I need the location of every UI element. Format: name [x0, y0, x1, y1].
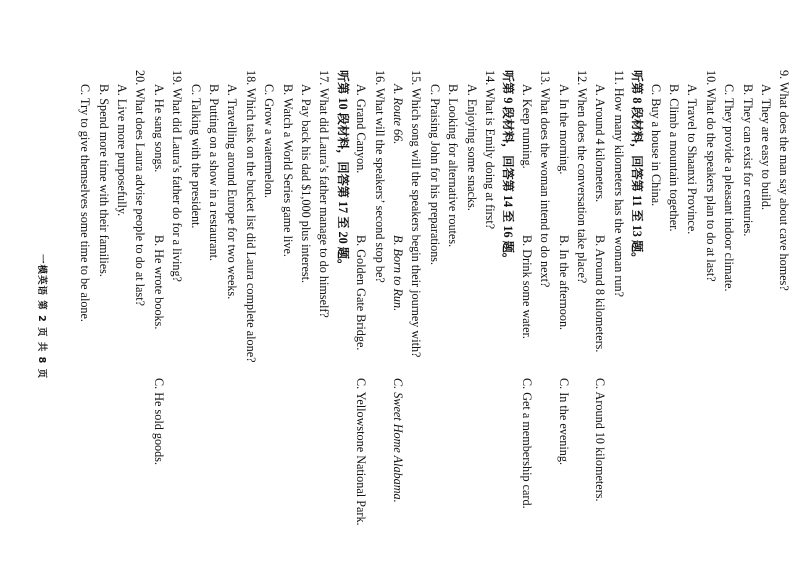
question-9-option-a: A. They are easy to build. — [759, 84, 773, 211]
question-13-option-b: B. Drink some water. — [520, 235, 534, 339]
question-12-option-c: C. In the evening. — [557, 378, 571, 465]
question-20-stem: 20. What does Laura advise people to do at last? — [133, 70, 147, 307]
question-19-option-c: C. He sold goods. — [152, 378, 166, 466]
question-14-option-b: B. Looking for alternative routes. — [446, 84, 460, 248]
question-19-option-b: B. He wrote books. — [152, 235, 166, 330]
question-16-option-c: C. Yellowstone National Park. — [354, 378, 368, 526]
question-13-stem: 13. What does the woman intend to do next? — [538, 70, 552, 288]
question-10-option-a: A. Travel to Shaanxi Province. — [685, 84, 699, 235]
question-15-option-c: C. Sweet Home Alabama. — [391, 378, 405, 503]
question-15-option-a: A. Route 66. — [391, 84, 405, 145]
question-20-option-a: A. Live more purposefully. — [115, 84, 129, 217]
question-18-option-b: B. Putting on a show in a restaurant. — [207, 84, 221, 262]
question-16-option-b: B. Golden Gate Bridge. — [354, 235, 368, 351]
question-11-option-c: C. Around 10 kilometers. — [593, 378, 607, 502]
question-16-stem: 16. What will the speakers’ second stop be? — [373, 70, 387, 283]
question-13-option-a: A. Keep running. — [520, 84, 534, 169]
question-18-stem: 18. Which task on the bucket list did Laura complete alone? — [244, 70, 258, 363]
question-19-stem: 19. What did Laura’s father do for a living? — [170, 70, 184, 282]
question-14-option-a: A. Enjoying some snacks. — [465, 84, 479, 211]
question-9-option-c: C. They provide a pleasant indoor climate. — [722, 84, 736, 292]
question-9-option-b: B. They can exist for centuries. — [741, 84, 755, 237]
question-11-option-a: A. Around 4 kilometers. — [593, 84, 607, 203]
question-15-stem: 15. Which song will the speakers begin their journey with? — [409, 70, 423, 358]
question-12-stem: 12. When does the conversation take place? — [575, 70, 589, 284]
question-19-option-a: A. He sang songs. — [152, 84, 166, 173]
question-13-option-c: C. Get a membership card. — [520, 378, 534, 509]
question-17-stem: 17. What did Laura’s father manage to do himself? — [317, 70, 331, 318]
section-10-heading: 听第 10 段材料，回答第 17 至 20 题。 — [336, 70, 350, 272]
question-18-option-c: C. Talking with the president. — [189, 84, 203, 229]
question-17-option-b: B. Watch a World Series game live. — [281, 84, 295, 257]
question-9-stem: 9. What does the man say about cave homes? — [777, 70, 791, 291]
question-17-option-a: A. Pay back his dad $1,000 plus interest. — [299, 84, 313, 284]
question-14-stem: 14. What is Emily doing at first? — [483, 70, 497, 230]
question-18-option-a: A. Travelling around Europe for two weeks. — [225, 84, 239, 300]
question-11-option-b: B. Around 8 kilometers. — [593, 235, 607, 353]
question-10-stem: 10. What do the speakers plan to do at last? — [704, 70, 718, 282]
question-10-option-b: B. Climb a mountain together. — [667, 84, 681, 232]
question-20-option-b: B. Spend more time with their families. — [97, 84, 111, 277]
question-11-stem: 11. How many kilometers has the woman run? — [612, 70, 626, 297]
question-17-option-c: C. Grow a watermelon. — [262, 84, 276, 199]
question-20-option-c: C. Try to give themselves some time to be alone. — [78, 84, 92, 322]
question-14-option-c: C. Praising John for his preparations. — [428, 84, 442, 266]
question-15-option-b: B. Born to Run. — [391, 235, 405, 312]
question-12-option-a: A. In the morning. — [557, 84, 571, 175]
page-footer: 一模英语 第 2 页 共 8 页 — [36, 254, 47, 380]
question-10-option-c: C. Buy a house in China. — [649, 84, 663, 207]
question-12-option-b: B. In the afternoon. — [557, 235, 571, 331]
section-9-heading: 听第 9 段材料，回答第 14 至 16 题。 — [501, 70, 515, 265]
section-8-heading: 听第 8 段材料，回答第 11 至 13 题。 — [630, 70, 644, 265]
question-16-option-a: A. Grand Canyon. — [354, 84, 368, 174]
